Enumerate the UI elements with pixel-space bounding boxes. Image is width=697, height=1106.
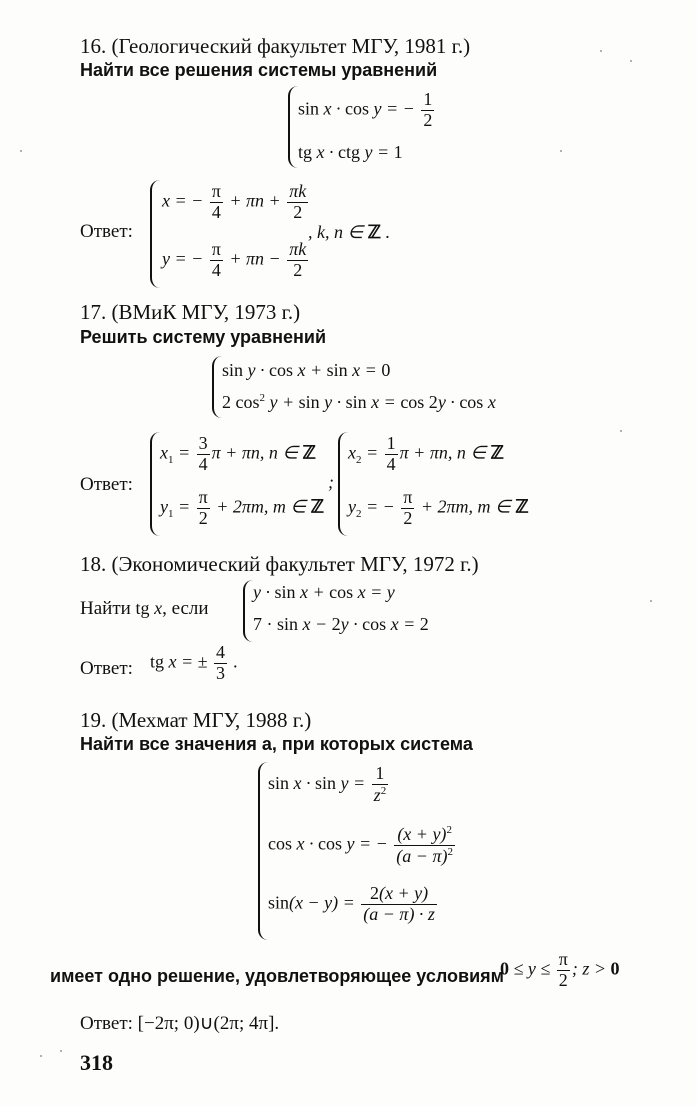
answer-condition: , k, n ∈ ℤ . [308, 222, 391, 242]
equation: sin(x − y) = $\frac{2(x + y)}{(a - \pi) \cdot z}$ [268, 883, 435, 924]
equation: sin y · cos x + sin x = 0 [222, 360, 391, 380]
answer-equation: $x_1$ = $\frac{3}{4}$ π + πn, n ∈ ℤ [160, 433, 316, 474]
problem-17-task: Решить систему уравнений [80, 327, 327, 347]
problem-19-condition-expr: 0 ≤ y ≤ $\frac{\pi}{2}$ ; z > 0 [500, 949, 620, 990]
answer-equation: $x_2$ = $\frac{1}{4}$ π + πn, n ∈ ℤ [348, 433, 504, 474]
problem-17-answer-2 [338, 432, 538, 536]
problem-19-answer: Ответ: [−2π; 0)∪(2π; 4π]. [80, 1013, 280, 1034]
scan-speck [620, 430, 622, 432]
problem-17-answer-1 [150, 432, 330, 536]
problem-18-system [243, 580, 443, 642]
problem-19-task: Найти все значения a, при которых система [80, 734, 473, 754]
scan-speck [40, 1055, 42, 1057]
problem-16-answer-label: Ответ: [80, 221, 133, 242]
answer-separator: ; [328, 472, 334, 492]
answer-equation: y = − $\frac{\pi}{4}$ + πn − $\frac{\pi k}{2}$ [162, 239, 307, 280]
problem-18-task: Найти tg x, если [80, 598, 209, 619]
equation: cos x · cos y = − $\frac{(x + y)^2}{(a - \pi)^2}$ [268, 824, 453, 866]
scan-speck [630, 60, 632, 62]
problem-16-header: 16. (Геологический факультет МГУ, 1981 г.) [80, 34, 471, 58]
problem-19-header: 19. (Мехмат МГУ, 1988 г.) [80, 708, 312, 732]
problem-18-header: 18. (Экономический факультет МГУ, 1972 г.) [80, 552, 479, 576]
problem-18-answer: tg x = ± $\frac{4}{3}$ . [150, 642, 239, 683]
problem-17-system [212, 356, 532, 418]
equation: sin x · sin y = $\frac{1}{z^2}$ [268, 763, 387, 805]
problem-19-condition: имеет одно решение, удовлетворяющее условиям [50, 966, 504, 986]
problem-16-task: Найти все решения системы уравнений [80, 60, 438, 80]
problem-16-answer [150, 180, 400, 288]
answer-equation: $y_2$ = − $\frac{\pi}{2}$ + 2πm, m ∈ ℤ [348, 487, 529, 528]
problem-17-answer-label: Ответ: [80, 474, 133, 495]
scan-speck [60, 1050, 62, 1052]
answer-brace [150, 180, 161, 288]
answer-equation: x = − $\frac{\pi}{4}$ + πn + $\frac{\pi k}{2}$ [162, 181, 307, 222]
problem-17-header: 17. (ВМиК МГУ, 1973 г.) [80, 300, 301, 324]
scan-speck [600, 50, 602, 52]
equation: tg x · ctg y = 1 [298, 142, 403, 162]
problem-16-system [288, 86, 448, 168]
equation: 7 · sin x − 2y · cos x = 2 [253, 614, 429, 634]
page-number: 318 [80, 1050, 113, 1075]
scan-speck [560, 150, 562, 152]
answer-equation: $y_1$ = $\frac{\pi}{2}$ + 2πm, m ∈ ℤ [160, 487, 324, 528]
equation: sin x · cos y = − $\frac{1}{2}$ [298, 89, 433, 130]
equation: y · sin x + cos x = y [253, 582, 395, 602]
problem-19-system [258, 762, 478, 940]
scan-speck [20, 150, 22, 152]
equation: 2 $\cos^2 y + \sin y \cdot \sin x = \cos 2y \cdot \cos x$ [222, 392, 496, 412]
scan-speck [650, 600, 652, 602]
problem-18-answer-label: Ответ: [80, 658, 133, 679]
